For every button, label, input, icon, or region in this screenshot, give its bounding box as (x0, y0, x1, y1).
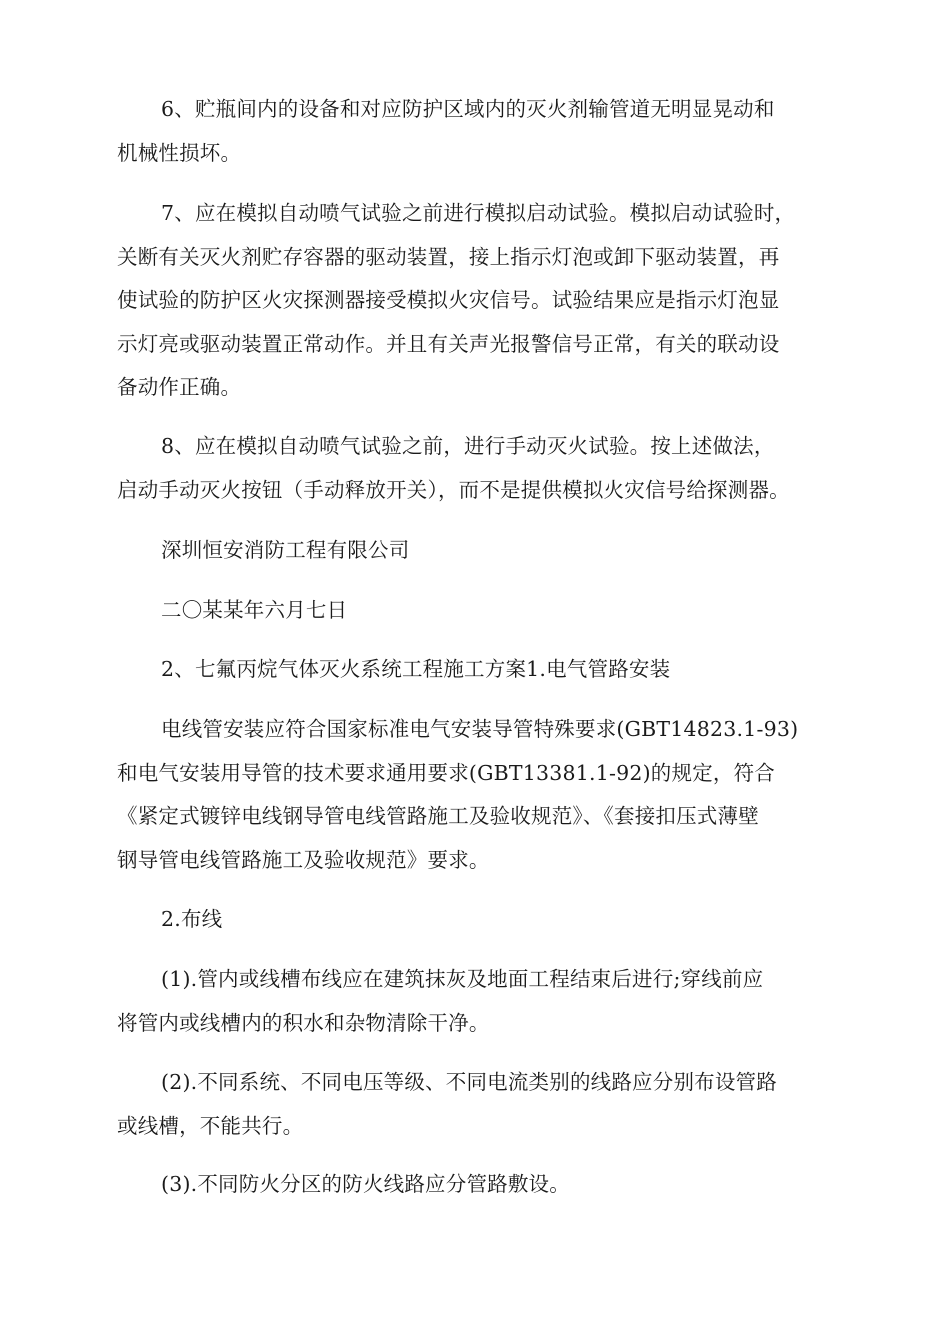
text-line: 或线槽，不能共行。 (117, 1113, 304, 1138)
text-line: 2.布线 (161, 907, 223, 931)
text-line: 钢导管电线管路施工及验收规范》要求。 (117, 847, 490, 872)
section-title (117, 648, 842, 692)
paragraph-item-6 (117, 88, 842, 175)
text-line: 7、应在模拟自动喷气试验之前进行模拟启动试验。模拟启动试验时， (161, 201, 796, 225)
text-line: 《紧定式镀锌电线钢导管电线管路施工及验收规范》、《套接扣压式薄壁 (117, 804, 759, 828)
text-line: 8、应在模拟自动喷气试验之前，进行手动灭火试验。按上述做法， (161, 434, 775, 458)
text-line: (3).不同防火分区的防火线路应分管路敷设。 (161, 1172, 570, 1196)
paragraph-conduit-standard (117, 708, 842, 882)
text-line: 二〇某某年六月七日 (161, 598, 348, 622)
text-line: 将管内或线槽内的积水和杂物清除干净。 (117, 1010, 490, 1035)
text-line: (2).不同系统、不同电压等级、不同电流类别的线路应分别布设管路 (161, 1070, 777, 1094)
subheading-wiring (117, 898, 842, 942)
text-line: 2、七氟丙烷气体灭火系统工程施工方案1.电气管路安装 (161, 657, 671, 681)
text-line: 备动作正确。 (117, 375, 242, 399)
text-line: 示灯亮或驱动装置正常动作。并且有关声光报警信号正常，有关的联动设 (117, 331, 780, 356)
text-line: 电线管安装应符合国家标准电气安装导管特殊要求(GBT14823.1-93) (161, 717, 799, 741)
text-line: 启动手动灭火按钮（手动释放开关），而不是提供模拟火灾信号给探测器。 (117, 477, 790, 502)
text-line: 使试验的防护区火灾探测器接受模拟火灾信号。试验结果应是指示灯泡显 (117, 288, 780, 312)
paragraph-wiring-2 (117, 1061, 842, 1148)
text-line: 和电气安装用导管的技术要求通用要求(GBT13381.1-92)的规定，符合 (117, 760, 775, 785)
paragraph-wiring-3 (117, 1163, 842, 1207)
text-line: 深圳恒安消防工程有限公司 (161, 538, 410, 562)
text-line: 关断有关灭火剂贮存容器的驱动装置，接上指示灯泡或卸下驱动装置，再 (117, 244, 780, 269)
paragraph-wiring-1 (117, 958, 842, 1045)
text-line: 机械性损坏。 (117, 140, 242, 165)
text-line: 6、贮瓶间内的设备和对应防护区域内的灭火剂输管道无明显晃动和 (161, 97, 775, 121)
text-line: (1).管内或线槽布线应在建筑抹灰及地面工程结束后进行;穿线前应 (161, 967, 764, 991)
document-date (117, 589, 842, 633)
paragraph-item-8 (117, 425, 842, 512)
company-name (117, 529, 842, 573)
paragraph-item-7 (117, 192, 842, 410)
